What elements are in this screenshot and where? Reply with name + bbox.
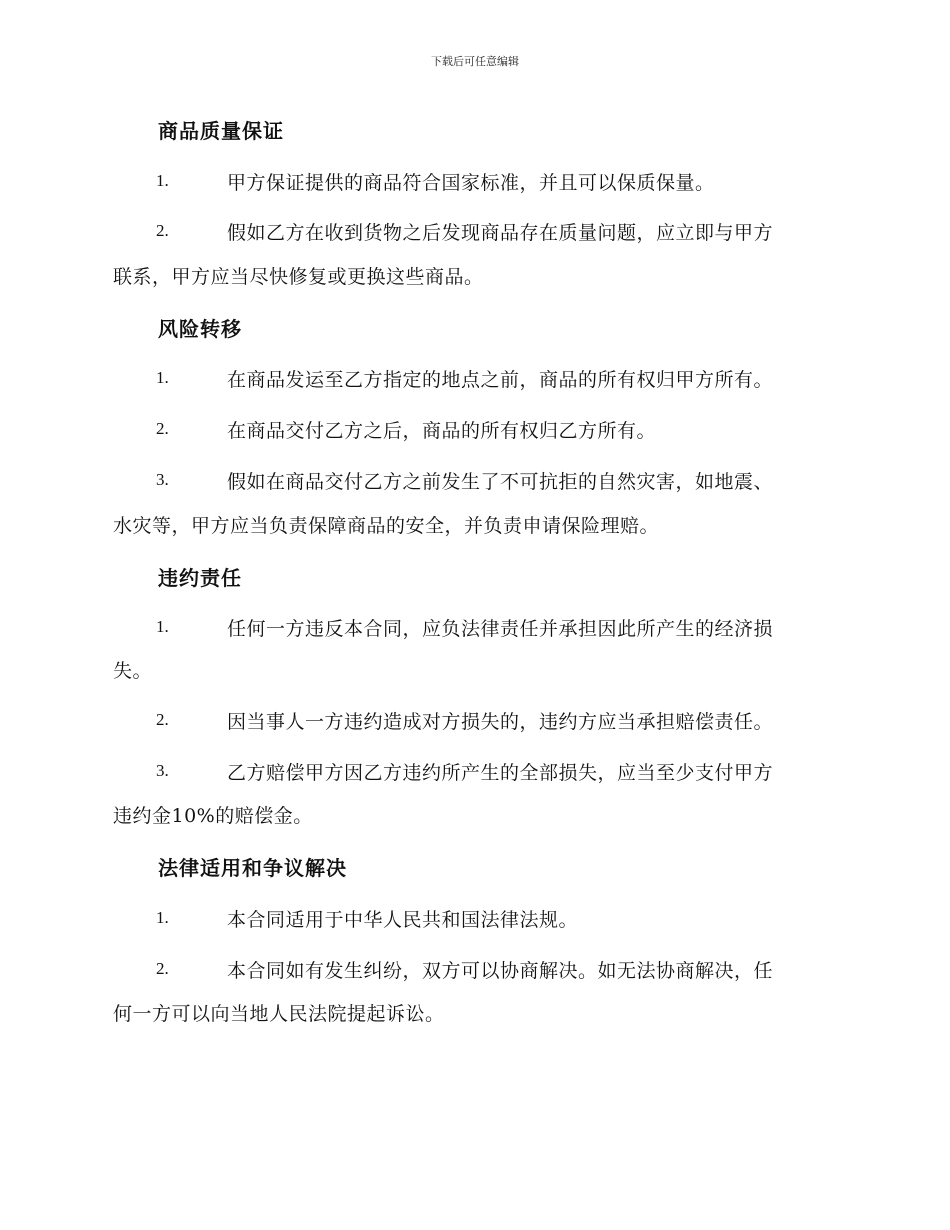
item-number: 1. <box>156 617 169 636</box>
item-number: 1. <box>156 368 169 387</box>
item-number: 2. <box>156 710 169 729</box>
item-text: 在商品发运至乙方指定的地点之前，商品的所有权归甲方所有。 <box>227 369 774 391</box>
section-heading: 违约责任 <box>158 566 242 590</box>
item-text: 假如在商品交付乙方之前发生了不可抗拒的自然灾害，如地震、 <box>227 471 774 493</box>
section-heading: 风险转移 <box>158 317 242 341</box>
section-heading: 法律适用和争议解决 <box>158 856 347 880</box>
item-number: 2. <box>156 959 169 978</box>
section-heading: 商品质量保证 <box>158 119 284 143</box>
item-text: 在商品交付乙方之后，商品的所有权归乙方所有。 <box>227 420 657 442</box>
item-text: 假如乙方在收到货物之后发现商品存在质量问题，应立即与甲方 <box>227 222 774 244</box>
item-text: 本合同适用于中华人民共和国法律法规。 <box>227 909 579 931</box>
item-number: 2. <box>156 221 169 240</box>
item-number: 3. <box>156 761 169 780</box>
item-text: 乙方赔偿甲方因乙方违约所产生的全部损失，应当至少支付甲方 <box>227 762 774 784</box>
item-text: 任何一方违反本合同，应负法律责任并承担因此所产生的经济损 <box>227 618 774 640</box>
item-text-continued: 失。 <box>113 660 153 682</box>
item-text: 因当事人一方违约造成对方损失的，违约方应当承担赔偿责任。 <box>227 711 774 733</box>
item-text-continued: 水灾等，甲方应当负责保障商品的安全，并负责申请保险理赔。 <box>113 515 660 537</box>
item-text: 本合同如有发生纠纷，双方可以协商解决。如无法协商解决，任 <box>227 960 774 982</box>
item-text-continued: 联系，甲方应当尽快修复或更换这些商品。 <box>113 266 484 288</box>
item-number: 1. <box>156 908 169 927</box>
item-text-continued: 何一方可以向当地人民法院提起诉讼。 <box>113 1003 445 1025</box>
item-text: 甲方保证提供的商品符合国家标准，并且可以保质保量。 <box>227 172 715 194</box>
item-number: 2. <box>156 419 169 438</box>
item-number: 1. <box>156 171 169 190</box>
item-text-continued: 违约金10%的赔偿金。 <box>113 805 313 827</box>
page-header: 下载后可任意编辑 <box>431 55 519 68</box>
item-number: 3. <box>156 470 169 489</box>
